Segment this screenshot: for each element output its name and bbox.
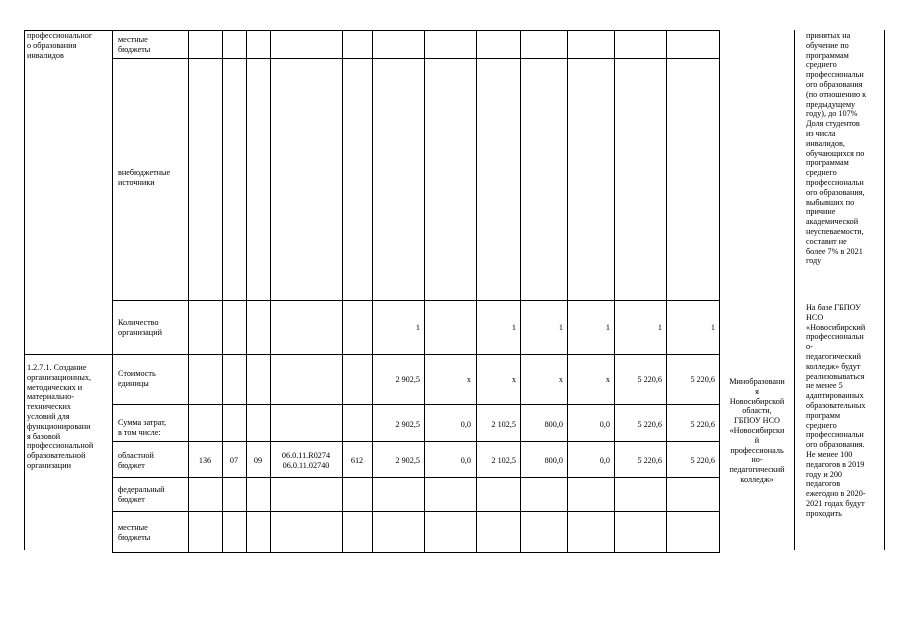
cell-total-cost-c6: 5 220,6 <box>637 420 662 429</box>
grid-line <box>24 354 112 355</box>
row-label-federal-budget: федеральный бюджет <box>118 485 165 504</box>
grid-line <box>342 30 343 553</box>
grid-line <box>112 354 719 355</box>
grid-line <box>112 441 719 442</box>
grid-line <box>188 30 189 553</box>
code-grbs: 136 <box>198 456 212 465</box>
grid-line <box>112 477 719 478</box>
grid-line <box>270 30 271 553</box>
cell-unit-cost-c6: 5 220,6 <box>637 375 662 384</box>
cell-regional-c2: 0,0 <box>460 456 471 465</box>
cell-regional-c3: 2 102,5 <box>491 456 516 465</box>
row-label-local-budgets: местные бюджеты <box>118 523 151 542</box>
grid-line <box>794 30 795 550</box>
grid-line <box>567 30 568 553</box>
cell-org-count-c4: 1 <box>558 323 563 332</box>
cell-org-count-c5: 1 <box>605 323 610 332</box>
grid-line <box>112 58 719 59</box>
grid-line <box>24 30 25 550</box>
cell-org-count-c6: 1 <box>657 323 662 332</box>
cell-org-count-c3: 1 <box>511 323 516 332</box>
grid-line <box>222 30 223 553</box>
code-expense-type: 612 <box>350 456 364 465</box>
cell-regional-c1: 2 902,5 <box>395 456 420 465</box>
cell-unit-cost-c4: x <box>558 375 563 384</box>
cell-regional-c6: 5 220,6 <box>637 456 662 465</box>
cell-unit-cost-c5: x <box>605 375 610 384</box>
grid-line <box>614 30 615 553</box>
cell-unit-cost-c2: x <box>466 375 471 384</box>
row-label-extrabudgetary: внебюджетные источники <box>118 168 171 187</box>
cell-org-count-c7: 1 <box>710 323 715 332</box>
grid-line <box>884 30 885 550</box>
grid-line <box>112 30 113 553</box>
cell-total-cost-c2: 0,0 <box>460 420 471 429</box>
grid-line <box>112 30 719 31</box>
grid-line <box>520 30 521 553</box>
expected-results-prev: принятых на обучение по программам среднего профессиональн ого образования (по отношению к предыдущему году), до 107% Доля студентов из числа инвалидов, обучающихся по программам среднего профессиональн ого образования, выбывших по причине академической неуспеваемости, составит не более 7% в 2021 году <box>806 31 867 266</box>
cell-unit-cost-c3: x <box>511 375 516 384</box>
cell-total-cost-c7: 5 220,6 <box>690 420 715 429</box>
grid-line <box>424 30 425 553</box>
cell-total-cost-c4: 800,0 <box>544 420 563 429</box>
grid-line <box>112 404 719 405</box>
row-label-local-budgets-top: местные бюджеты <box>118 35 151 54</box>
row-label-total-cost: Сумма затрат, в том числе: <box>118 418 167 437</box>
grid-line <box>112 300 719 301</box>
code-target-articles: 06.0.11.R0274 06.0.11.02740 <box>281 451 331 470</box>
grid-line <box>666 30 667 553</box>
row-label-unit-cost: Стоимость единицы <box>118 369 156 388</box>
expected-results: На базе ГБПОУ НСО «Новосибирский профессиональн о- педагогический колледж» будут реализовываться не менее 5 адаптированных образовательных программ среднего профессиональн ого образования. Не менее 100 педагогов в 2019 году и 200 педагогов ежегодно в 2020- 2021 годах будут проходить <box>806 303 866 518</box>
grid-line <box>112 511 719 512</box>
cell-regional-c5: 0,0 <box>599 456 610 465</box>
row-label-regional-budget: областной бюджет <box>118 451 154 470</box>
cell-total-cost-c1: 2 902,5 <box>395 420 420 429</box>
code-section: 07 <box>229 456 239 465</box>
cell-total-cost-c5: 0,0 <box>599 420 610 429</box>
cell-total-cost-c3: 2 102,5 <box>491 420 516 429</box>
cell-regional-c4: 800,0 <box>544 456 563 465</box>
grid-line <box>112 552 719 553</box>
grid-line <box>372 30 373 553</box>
grid-line <box>246 30 247 553</box>
code-subsection: 09 <box>253 456 263 465</box>
cell-regional-c7: 5 220,6 <box>690 456 715 465</box>
responsible-executor: Минобразовани я Новосибирской области, ГБПОУ НСО «Новосибирски й профессиональ но- педагогический колледж» <box>729 377 785 484</box>
row-label-org-count: Количество организаций <box>118 318 162 337</box>
cell-org-count-c1: 1 <box>415 323 420 332</box>
cell-unit-cost-c1: 2 902,5 <box>395 375 420 384</box>
grid-line <box>476 30 477 553</box>
activity-name: 1.2.7.1. Создание организационных, методических и материально- технических условий для функционировани я базовой профессиональной образовательной организации <box>27 363 94 470</box>
cell-unit-cost-c7: 5 220,6 <box>690 375 715 384</box>
grid-line <box>719 30 720 553</box>
activity-name-prev: профессиональног о образования инвалидов <box>27 31 93 60</box>
